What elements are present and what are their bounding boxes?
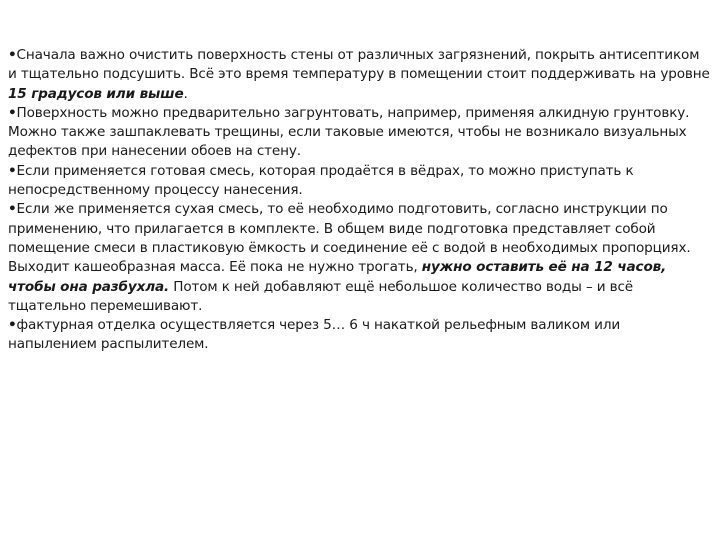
- bullet-emphasis: 15 градусов или выше: [8, 85, 184, 102]
- bullet-text: Поверхность можно предварительно загрунтовать, например, применяя алкидную грунтовку. Можно также зашпаклевать трещины, если таковые имеются, чтобы не возникало визуальных дефектов при нанесении обоев на стену.: [8, 104, 690, 160]
- bullet-list: [8, 46, 712, 355]
- bullet-marker: •: [8, 162, 17, 179]
- bullet-text-end: Потом к ней добавляют ещё небольшое количество воды – и всё тщательно перемешивают.: [8, 278, 634, 314]
- bullet-item-3: [8, 162, 712, 201]
- bullet-emphasis: нужно оставить её на 12 часов, чтобы она разбухла.: [8, 259, 667, 295]
- bullet-text: Если применяется готовая смесь, которая продаётся в вёдрах, то можно приступать к непосредственному процессу нанесения.: [8, 162, 634, 199]
- bullet-text-end: .: [183, 85, 188, 102]
- bullet-item-5: [8, 316, 712, 355]
- bullet-marker: •: [8, 201, 17, 218]
- bullet-text: Если же применяется сухая смесь, то её необходимо подготовить, согласно инструкции по применению, что прилагается в комплекте. В общем виде подготовка представляет собой помещение смеси в пластиковую ёмкость и соединение её с водой в необходимых пропорциях. Выходит кашеобразная масса. Её пока не нужно трогать,: [8, 201, 691, 276]
- bullet-text: фактурная отделка осуществляется через 5… 6 ч накаткой рельефным валиком или напылением распылителем.: [8, 317, 621, 353]
- bullet-marker: •: [8, 47, 17, 63]
- bullet-item-4: [8, 200, 712, 316]
- bullet-marker: •: [8, 317, 17, 334]
- bullet-item-2: [8, 104, 712, 162]
- bullet-marker: •: [8, 104, 17, 121]
- bullet-text: Сначала важно очистить поверхность стены от различных загрязнений, покрыть антисептиком и тщательно подсушить. Всё это время температуру в помещении стоит поддерживать на уровне: [8, 47, 710, 83]
- bullet-item-1: [8, 46, 712, 104]
